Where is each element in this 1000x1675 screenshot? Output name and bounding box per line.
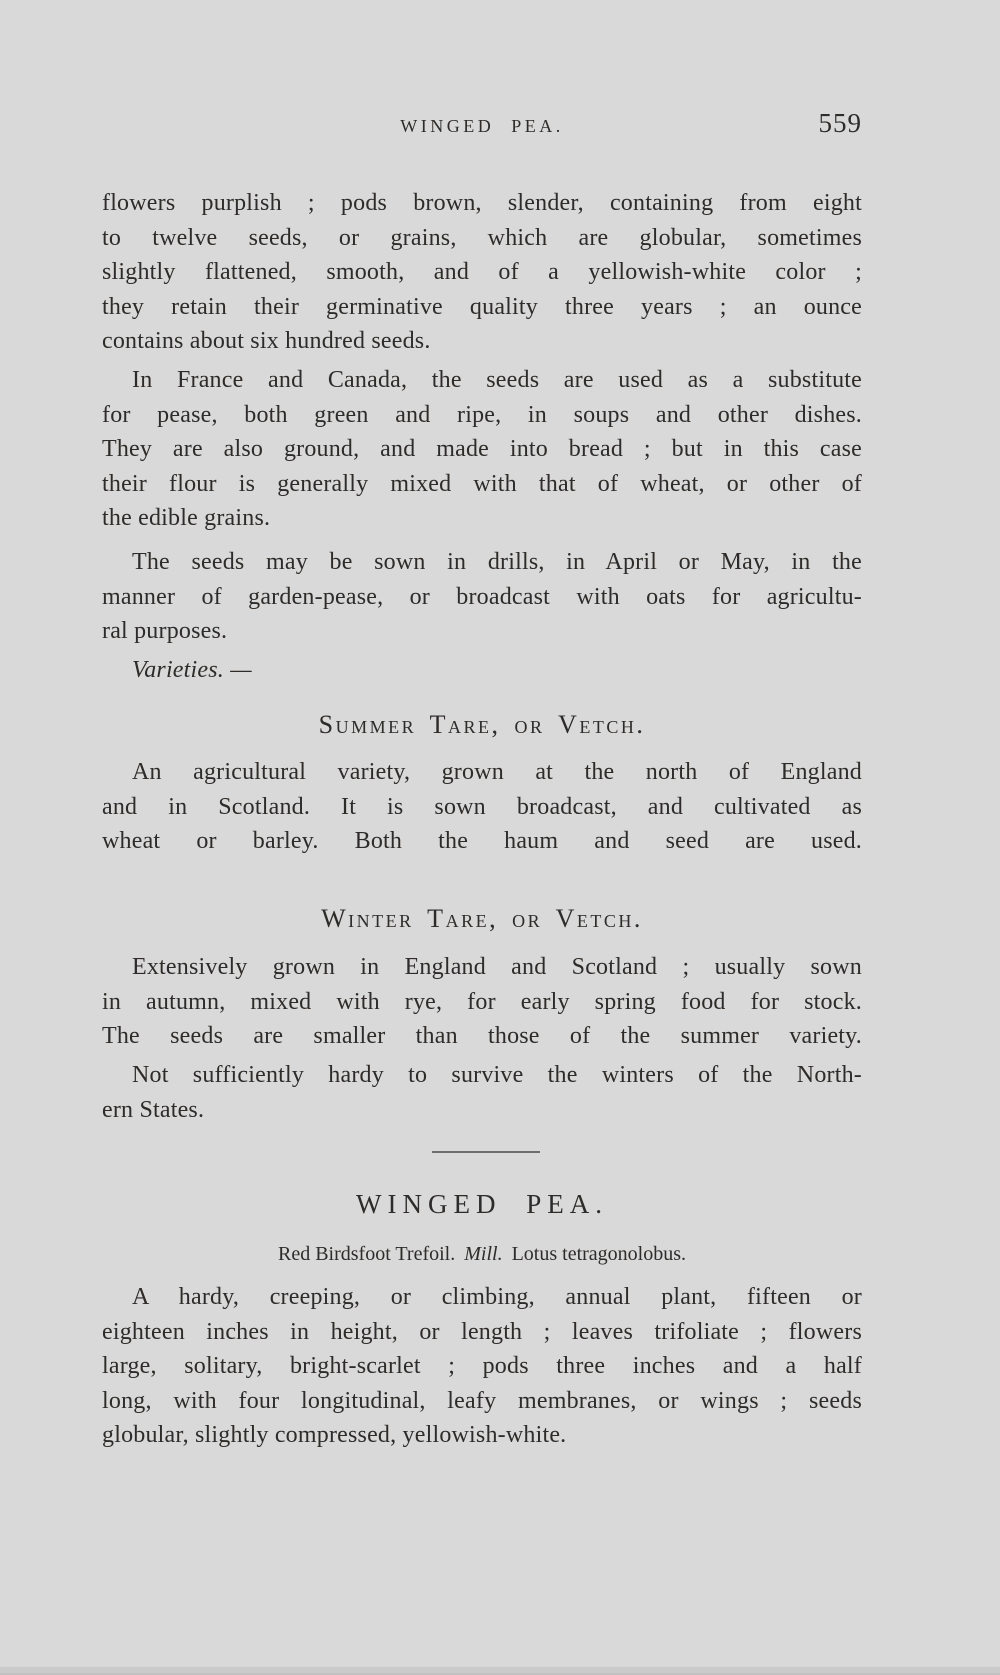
paragraph-winter-hardiness — [102, 1058, 862, 1127]
text-line: slightly flattened, smooth, and of a yellowish-white color ; — [102, 259, 862, 285]
text-line: ern States. — [102, 1096, 205, 1123]
text-line: Extensively grown in England and Scotland ; usually sown — [132, 954, 862, 980]
text-line: manner of garden-pease, or broadcast with oats for agricultu- — [102, 583, 862, 610]
scan-bottom-edge — [0, 1667, 1000, 1675]
text-line: A hardy, creeping, or climbing, annual plant, fifteen or — [132, 1284, 862, 1310]
paragraph-summer-tare — [102, 755, 862, 859]
running-header-title: WINGED PEA. — [400, 116, 564, 136]
article-subtitle — [102, 1240, 862, 1268]
paragraph-seed-description — [102, 186, 862, 359]
text-line: and in Scotland. It is sown broadcast, and cultivated as — [102, 793, 862, 820]
paragraph-uses — [102, 363, 862, 536]
paragraph-sowing — [102, 545, 862, 649]
text-line: they retain their germinative quality three years ; an ounce — [102, 293, 862, 320]
text-line: An agricultural variety, grown at the north of England — [132, 759, 862, 785]
text-line: contains about six hundred seeds. — [102, 328, 431, 354]
text-line: Varieties. — — [132, 657, 252, 683]
section-divider-rule — [432, 1151, 540, 1153]
text-line: Not sufficiently hardy to survive the winters of the North- — [132, 1062, 862, 1088]
text-line: for pease, both green and ripe, in soups and other dishes. — [102, 401, 862, 428]
text-line: their flour is generally mixed with that of wheat, or other of — [102, 470, 862, 497]
text-line: They are also ground, and made into bread ; but in this case — [102, 436, 862, 462]
text-line: to twelve seeds, or grains, which are globular, sometimes — [102, 224, 862, 251]
text-line: The seeds may be sown in drills, in April or May, in the — [132, 549, 862, 575]
paragraph-winter-tare — [102, 950, 862, 1054]
botanical-name: Lotus tetragonolobus. — [511, 1243, 687, 1265]
section-heading-summer-tare: Summer Tare, or Vetch. — [318, 710, 646, 739]
text-line: long, with four longitudinal, leafy membranes, or wings ; seeds — [102, 1387, 862, 1414]
varieties-label — [102, 653, 862, 688]
text-line: large, solitary, bright-scarlet ; pods three inches and a half — [102, 1353, 862, 1379]
paragraph-winged-pea-description — [102, 1280, 862, 1453]
text-line: eighteen inches in height, or length ; leaves trifoliate ; flowers — [102, 1318, 862, 1345]
text-line: in autumn, mixed with rye, for early spring food for stock. — [102, 988, 862, 1015]
article-heading-winged-pea: WINGED PEA. — [356, 1189, 608, 1219]
common-name: Red Birdsfoot Trefoil. — [277, 1243, 456, 1265]
text-line: In France and Canada, the seeds are used as a substitute — [132, 367, 862, 393]
text-line: the edible grains. — [102, 505, 271, 531]
text-line: globular, slightly compressed, yellowish-white. — [102, 1422, 567, 1448]
text-line: The seeds are smaller than those of the summer variety. — [102, 1023, 862, 1049]
authority-abbreviation: Mill. — [464, 1243, 503, 1265]
text-column — [102, 0, 862, 1675]
text-line: wheat or barley. Both the haum and seed are used. — [102, 828, 862, 854]
text-line: ral purposes. — [102, 618, 228, 644]
page-number: 559 — [818, 108, 862, 138]
section-heading-winter-tare: Winter Tare, or Vetch. — [321, 904, 643, 933]
text-line: flowers purplish ; pods brown, slender, containing from eight — [102, 190, 862, 216]
